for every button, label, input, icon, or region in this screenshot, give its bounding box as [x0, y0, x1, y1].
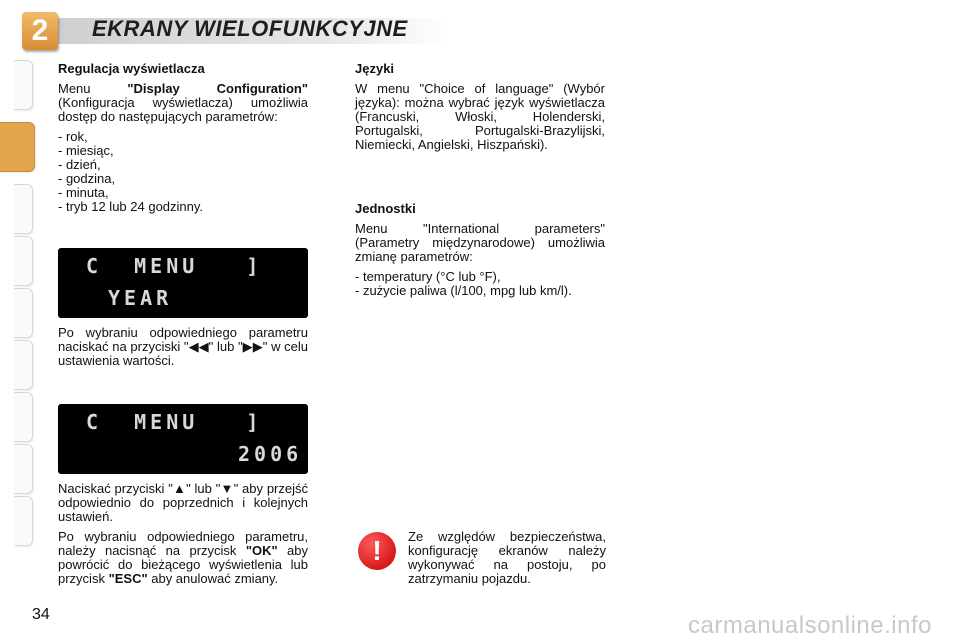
- caption-text: Po wybraniu odpowiedniego parametru naciskać na przyciski "◀◀" lub "▶▶" w celu ustawienia wartości.: [58, 325, 308, 368]
- languages-heading: Języki: [355, 61, 395, 76]
- intro-suffix: (Konfiguracja wyświetlacza) umożliwia dostęp do następujących parametrów:: [58, 95, 308, 124]
- list-item: - rok,: [58, 130, 308, 144]
- caption-part: Po wybraniu odpowiedniego parametru, należy nacisnąć na przycisk: [58, 529, 308, 558]
- units-heading: Jednostki: [355, 201, 416, 216]
- display-settings-intro: [58, 82, 308, 124]
- menu-name-display-config: "Display Configuration": [127, 81, 308, 96]
- lcd-line-value: YEAR: [108, 286, 173, 310]
- chapter-tab-1[interactable]: [14, 60, 33, 110]
- caption-part: aby anulować zmiany.: [147, 571, 279, 586]
- languages-text: W menu "Choice of language" (Wybór języka): można wybrać język wyświetlacza (Francuski, Włoski, Holenderski, Portugalski, Portugalski-Brazylijski, Niemiecki, Angielski, Hiszpański).: [355, 81, 605, 152]
- lcd-line-menu: C MENU ]: [86, 410, 263, 434]
- chapter-tab-2-active[interactable]: [0, 122, 35, 172]
- units-parameter-list: [355, 270, 605, 298]
- lcd-display-year: [58, 248, 308, 318]
- right-column: [355, 62, 605, 298]
- safety-warning-text: Ze względów bezpieczeństwa, konfigurację ekranów należy wykonywać na postoju, po zatrzymaniu pojazdu.: [408, 529, 606, 586]
- esc-label: "ESC": [108, 571, 148, 586]
- chapter-sidebar: [0, 60, 34, 580]
- caption-text-ok-esc: [58, 530, 308, 586]
- display-parameter-list: [58, 130, 308, 214]
- list-item: - zużycie paliwa (l/100, mpg lub km/l).: [355, 284, 605, 298]
- lcd-line-menu: C MENU ]: [86, 254, 263, 278]
- chapter-tab-3[interactable]: [14, 184, 33, 234]
- chapter-tab-7[interactable]: [14, 392, 33, 442]
- left-column: [58, 62, 308, 214]
- chapter-number-badge: 2: [22, 12, 58, 50]
- caption-arrows-left-right: [58, 326, 308, 374]
- caption-text: Naciskać przyciski "▲" lub "▼" aby przejść odpowiednio do poprzednich i kolejnych ustawień.: [58, 481, 308, 524]
- list-item: - dzień,: [58, 158, 308, 172]
- lcd-display-2006: [58, 404, 308, 474]
- list-item: - godzina,: [58, 172, 308, 186]
- list-item: - miesiąc,: [58, 144, 308, 158]
- chapter-tab-6[interactable]: [14, 340, 33, 390]
- caption-up-down-ok-esc: [58, 482, 308, 592]
- page-title: EKRANY WIELOFUNKCYJNE: [92, 16, 408, 41]
- list-item: - tryb 12 lub 24 godzinny.: [58, 200, 308, 214]
- ok-label: "OK": [245, 543, 278, 558]
- lcd-line-value: 2006: [238, 442, 303, 466]
- chapter-tab-4[interactable]: [14, 236, 33, 286]
- intro-prefix: Menu: [58, 81, 128, 96]
- units-text: Menu "International parameters" (Parametry międzynarodowe) umożliwia zmianę parametrów:: [355, 221, 605, 264]
- chapter-tab-8[interactable]: [14, 444, 33, 494]
- chapter-tab-5[interactable]: [14, 288, 33, 338]
- list-item: - minuta,: [58, 186, 308, 200]
- chapter-tab-9[interactable]: [14, 496, 33, 546]
- list-item: - temperatury (°C lub °F),: [355, 270, 605, 284]
- page-number: 34: [32, 606, 50, 623]
- exclamation-warning-icon: !: [358, 532, 396, 570]
- caption-part: aby powrócić do bieżącego wyświetlenia lub przycisk: [58, 543, 308, 586]
- watermark: carmanualsonline.info: [688, 612, 932, 639]
- display-settings-heading: Regulacja wyświetlacza: [58, 61, 205, 76]
